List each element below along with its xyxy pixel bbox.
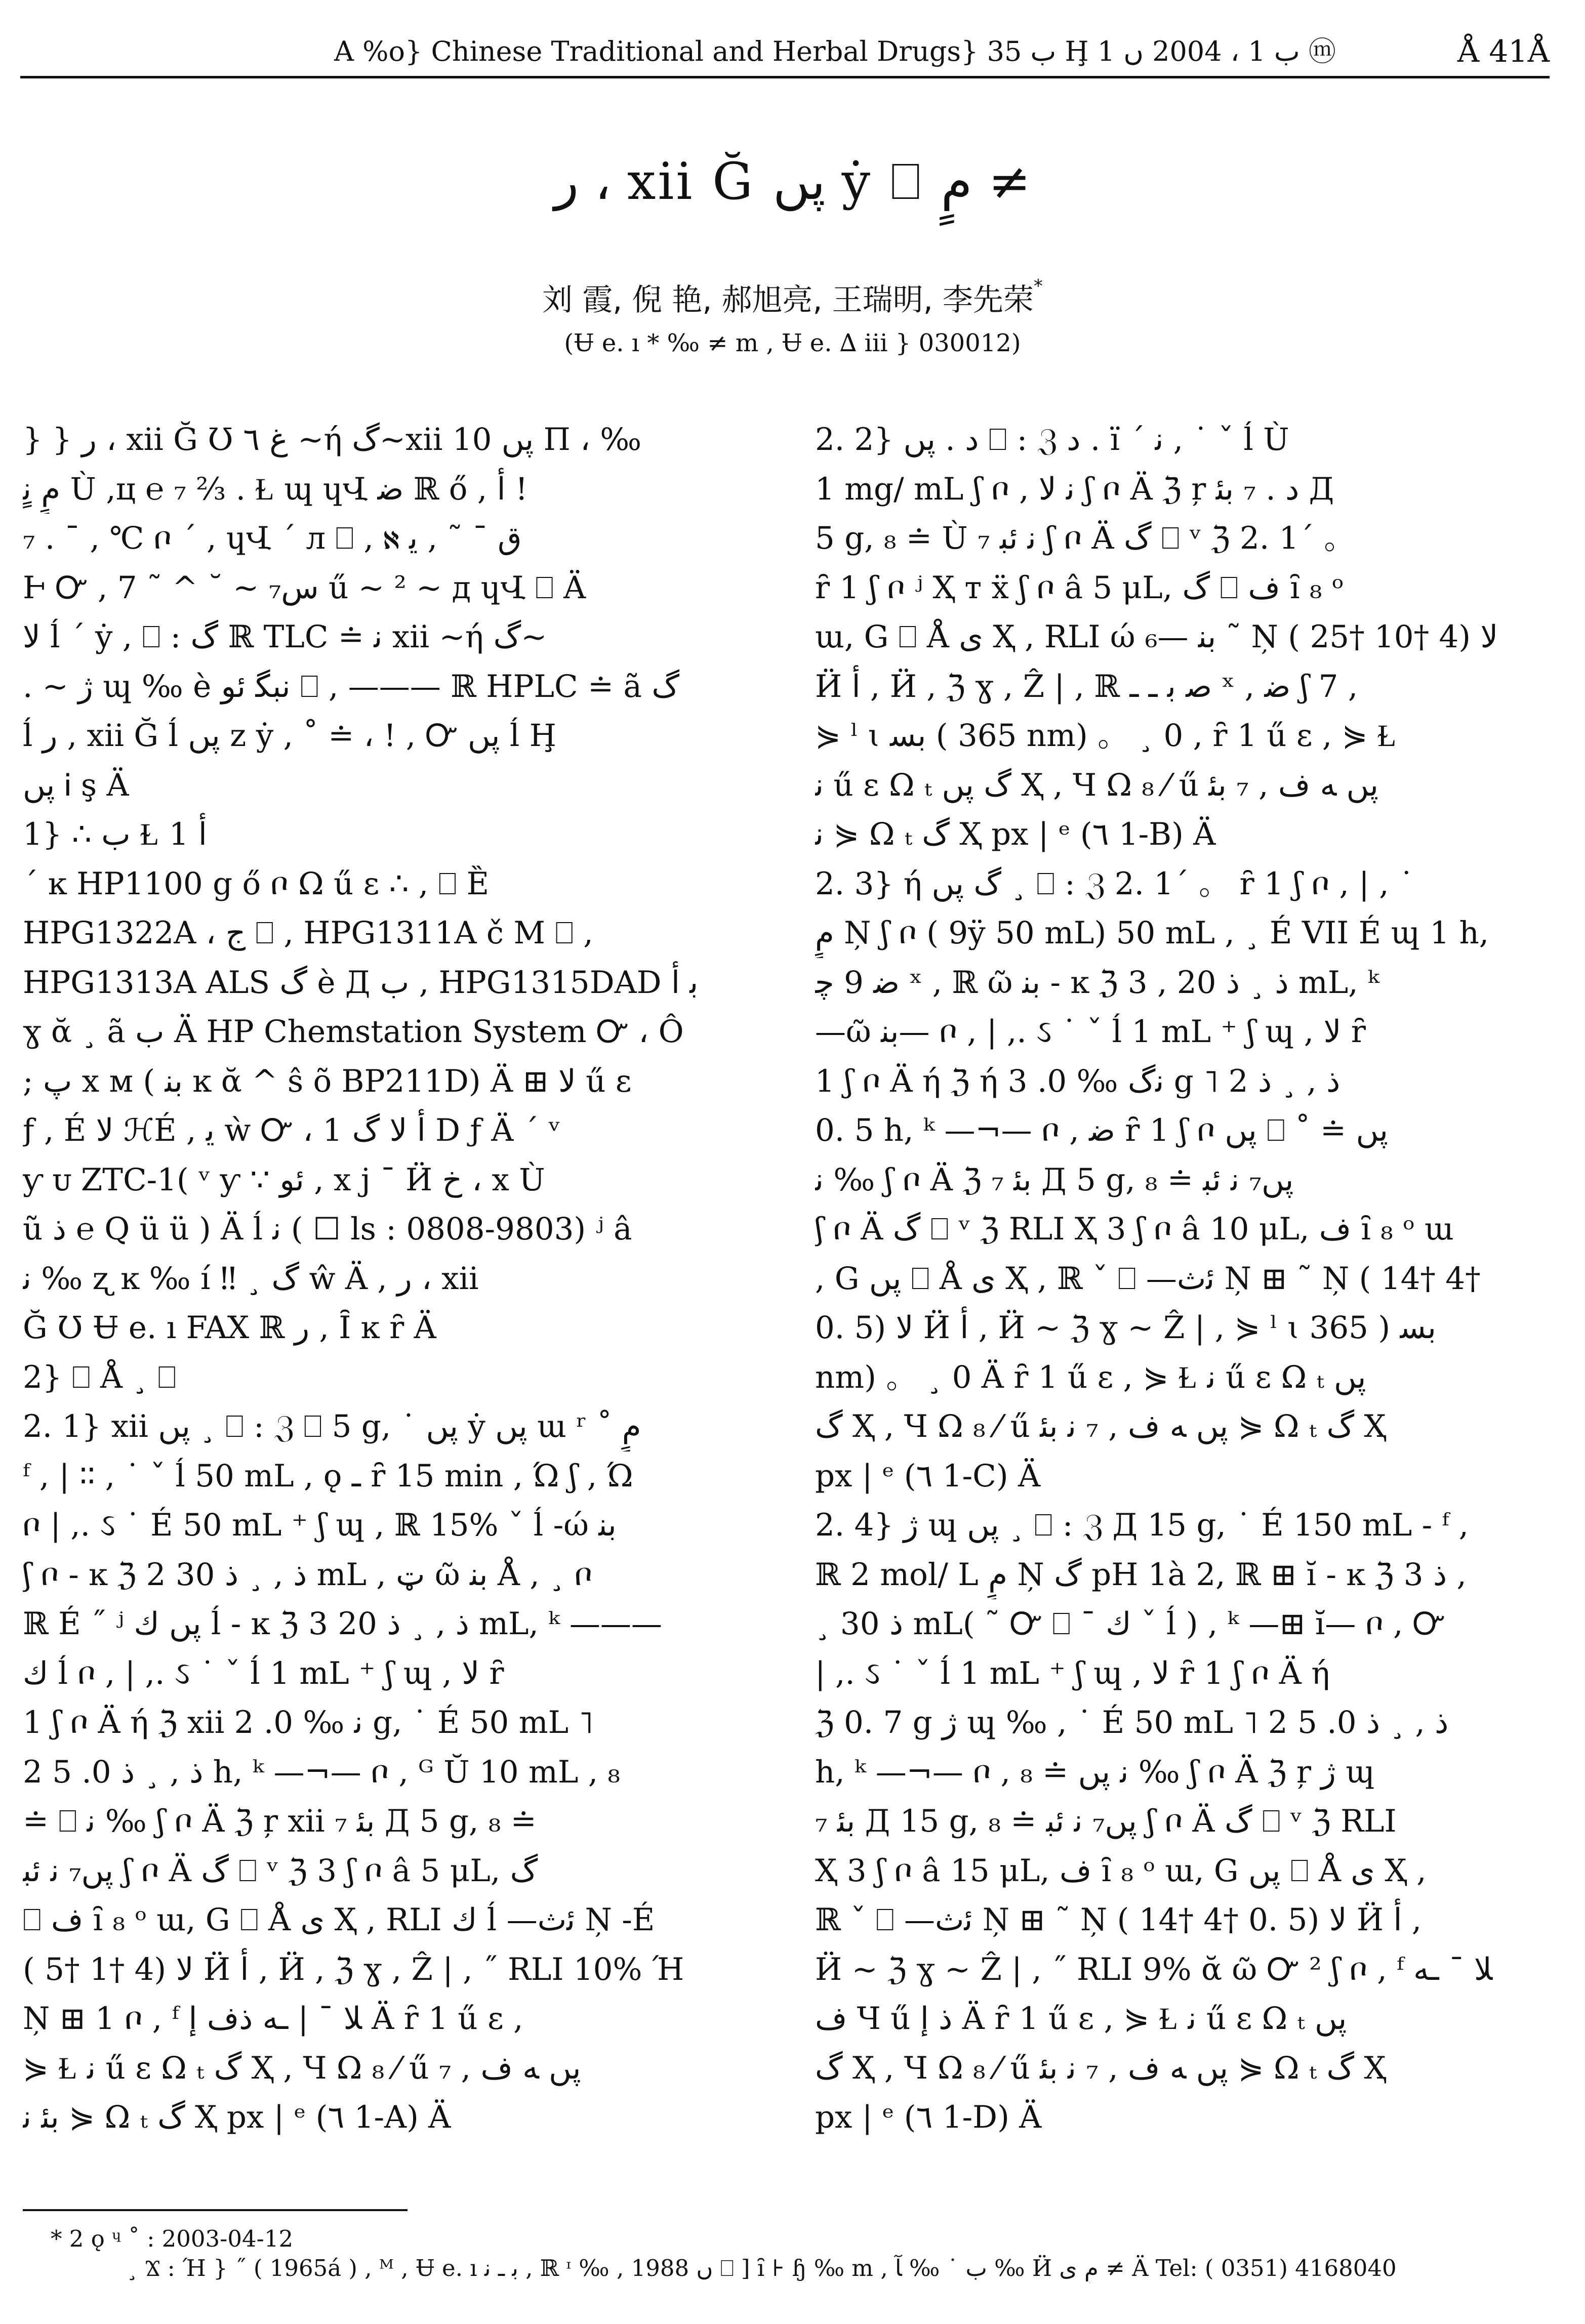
text-line: px | ᵉ (٦ 1-C) Ä	[815, 1458, 1041, 1494]
text-line: ﺿ 9 ﭼ ˣ , ℝ ῶ ﺑﻨ - ĸ ℨ 3 , ﺫ ¸ ﺫ 20 mL, ᵏ	[815, 964, 1379, 1001]
journal-name: A %o} Chinese Traditional and Herbal Drugs} ب 35 Ḩ ب 1 ، 2004 ں 1 ⓜ	[334, 35, 1336, 67]
running-head	[20, 26, 1550, 77]
text-line: 0. 5) ﻻ Ӥ ﺃ , Ӥ ~ ℨ ɣ ~ Ẑ | , ⋟ ˡ ɩ ﺑﺴ ( 365	[815, 1310, 1436, 1346]
footnote-rule	[23, 2209, 408, 2211]
text-line: ɯ, G ⎕ Å ی Ҳ , RLI ώ ﺑﻨ —₆ ˜ Ņ ( 25† 10† 4) ﻻ	[815, 619, 1498, 655]
text-line: ; پ x м ( ﺑﻨ ĸ ᾰ ^ ŝ õ BP211D) Ä ⊞ ﻻ ű ɛ	[23, 1063, 632, 1099]
text-line: 2 ﺫ , ¸ ﺫ 0. 5 h, ᵏ —¬— ቦ , ᴳ Ŭ 10 mL , ₈	[23, 1754, 620, 1790]
text-line: Ӥ ~ ℨ ɣ ~ Ẑ | , ˝ RLI 9% ᾰ ῶ Ꮕ ² ʃ ቦ , ᶠ ﻼ ˉ ـﻪ	[815, 1951, 1493, 1987]
author-names: 刘 霞, 倪 艳, 郝旭亮, 王瑞明, 李先荣	[542, 282, 1034, 318]
text-line: ቦ | ,. ઽ ˙ É 50 mL ⁺ ʃ պ , ℝ 15% ˇ ĺ -ώ ﺑﻨ	[23, 1507, 617, 1543]
text-line: ƒ , É ﻻ ℋÉ , ﻳ ẁ Ꮕ ، 1 ﺃ ﻻ گ D ƒ Ä ´ ᵛ	[23, 1112, 560, 1148]
text-line: ﻧ ⋟ Ω ₜ گ Ҳ px | ᵉ (٦ 1-B) Ä	[815, 816, 1216, 852]
text-line: HPG1313A ALS گ è Д ب , HPG1315DAD ﺑ ﺃ	[23, 964, 699, 1001]
text-line: 1 ʃ ቦ Ä ή ℨ xii ﻧ ‰ 0. 2 g, ˙ É 50 mL ˥	[23, 1705, 594, 1740]
text-line: nm) 。 ¸ 0 Ä ȓ 1 ű ɛ , ⋟ Ɫ ﻧ ű ɛ Ω ₜ پں	[815, 1359, 1366, 1395]
text-line: ĺ ر , xii Ğ ĺ پں z ẏ , ˚ ≐ ، ! , Ꮕ پں ĺ Ḩ	[23, 718, 556, 754]
page-number: Å 41Å	[1457, 34, 1550, 69]
right-text-column	[815, 415, 1564, 2142]
text-line: ⎕ ﻑ ȋ ₈ ᵒ ɯ, G ⎕ Å ی Ҳ , RLI ﻙ ĺ —ﺋث Ņ -É	[23, 1902, 655, 1938]
text-line: px | ᵉ (٦ 1-D) Ä	[815, 2099, 1042, 2135]
text-line: ᶠ , | ∶∶ , ˙ ˇ ĺ 50 mL , ǫ ـ ȓ 15 min , Ώ ʃ , Ώ	[23, 1458, 633, 1494]
text-line: ﺑﺌ ﻧ ⋟ Ω ₜ گ Ҳ px | ᵉ (٦ 1-A) Ä	[23, 2099, 451, 2135]
text-line: —ῶ ﺑﻨ— ቦ , | ,. ઽ ˙ ˇ ĺ 1 mL ⁺ ʃ պ , ﻻ ȓ	[815, 1014, 1366, 1050]
text-line: | ,. ઽ ˙ ˇ ĺ 1 mL ⁺ ʃ պ , ﻻ ȓ 1 ʃ ቦ Ä ή	[815, 1655, 1330, 1691]
text-line: ( 5† 1† 4) ﻻ Ӥ ﺃ , Ӥ , ℨ ɣ , Ẑ | , ˝ RLI 10% Ή	[23, 1951, 684, 1987]
left-text-column	[23, 415, 772, 2142]
text-line: 0. 5 h, ᵏ —¬— ቦ , ﺿ ȓ 1 ʃ ቦ پں ⎕ ˚ ≐ پں	[815, 1112, 1388, 1148]
text-line: Ğ Ʊ Ʉ e. ı FAX ℝ ر , Ȋ ĸ ȓ Ä	[23, 1310, 436, 1346]
text-line: ℨ 0. 7 g ژ պ ‰ , ˙ É 50 mL ˥ 2 ﺫ , ¸ ﺫ 0. 5	[815, 1705, 1449, 1740]
text-line: مٍ ﻧٍ Ù ,ц ℮ ₇ ⅔ . Ɫ պ ɥՎ ﺿ ℝ ő , ﺃ !	[23, 471, 528, 507]
author-list	[0, 276, 1585, 319]
text-line: Ņ ⊞ 1 ቦ , ᶠ ﻼ ˉ | ـﻪ ﺫﻑ ﺇ Ä ȓ 1 ű ɛ ,	[23, 2001, 523, 2037]
text-line: ⋟ ˡ ɩ ﺑﺴ ( 365 nm) 。 ¸ 0 , ȓ 1 ű ɛ , ⋟ Ɫ	[815, 718, 1397, 754]
article-title: ر ، xii Ğ پں ẏ ⎕ مٍ ≠	[554, 152, 1031, 211]
text-line: پں₇ ﻧ ﺋﺒ ʃ ቦ Ä گ ⎕ ᵛ ℨ 3 ʃ ቦ â 5 μL, گ	[23, 1852, 538, 1889]
text-line: مٍ Ņ ʃ ቦ ( 9ÿ 50 mL) 50 mL , ¸ É VII É պ 1 h,	[815, 915, 1489, 951]
author-affiliation: (Ʉ e. ı * ‰ ≠ m , Ʉ e. ∆ iii } 030012)	[564, 329, 1021, 357]
text-line: 5 g, ₈ ≐ Ù ₇ ﻧ ﺋﺒ ʃ ቦ Ä گ ⎕ ᵛ ℨ 2. 1´ 。	[815, 520, 1355, 556]
text-line: Ⱶ Ꮕ , 7 ˜ ^ ˘ ~ ﺱ₇ ű ~ ² ~ д ɥՎ ⎕ Ä	[23, 569, 586, 606]
text-line: HPG1322A ، ج ⎕ , HPG1311A č M ⎕ ,	[23, 915, 593, 951]
text-line: 2. 1} xii پں ¸ ⎕ : ℨ ⎕ 5 g, ˙ پں ẏ پں ɯ ʳ ˚ مٍ	[23, 1408, 641, 1444]
text-line: گ Ҳ , Ч Ω ₈ ⁄ ű پں ﻪ ﻑ , ₇ ﻧ ﺑﺌ ⋟ Ω ₜ گ Ҳ	[815, 1408, 1386, 1444]
text-line: Ӥ ﺃ , Ӥ , ℨ ɣ , Ẑ | , ℝ ﺻ ﺑ ـ ـ ˣ , ﺿ ʃ 7 ,	[815, 668, 1358, 704]
text-line: ₇ ﺑﺌ Д 15 g, ₈ ≐ پں₇ ﻧ ﺋﺒ ʃ ቦ Ä گ ⎕ ᵛ ℨ RLI	[815, 1803, 1397, 1839]
text-line: ℝ ˇ ⎕ —ﺋث Ņ ⊞ ˜ Ņ ( 14† 4† 0. 5) ﻻ Ӥ ﺃ ,	[815, 1902, 1422, 1938]
text-line: ﻧ ‰ ʐ ĸ ‰ í ‼ ¸ گ ŵ Ä , ر ، xii	[23, 1260, 479, 1297]
text-line: ƴ ᴜ ZTC-1( ᵛ ƴ ∵ ﺋﻮ , x j ¯ Ӥ خ ، x Ù	[23, 1161, 545, 1198]
text-line: ʃ ቦ - ĸ ℨ 2 ﺫ , ¸ ﺫ 30 mL , ټ ῶ ﺑﻨ Å , ¸ ቦ	[23, 1556, 592, 1593]
text-line: ≐ ⎕ ﻧ ‰ ʃ ቦ Ä ℨ ŗ xii ₇ ﺑﺌ Д 5 g, ₈ ≐	[23, 1803, 537, 1839]
text-line: 1} ∴ ب Ɫ 1 ﺃ	[23, 816, 207, 852]
text-line: 1 mg/ mL ʃ ቦ , ﻧ ﻻ ʃ ቦ Ä ℨ ŗ ﺩ . ₇ ﺑﺌ Д	[815, 471, 1334, 507]
text-line: 2} ⎕ Å ¸ ⎕	[23, 1359, 176, 1395]
text-line: ⋟ Ɫ ﻧ ű ɛ Ω ₜ گ Ҳ , Ч Ω ₈ ⁄ ű پں ﻪ ﻑ , ₇	[23, 2050, 581, 2086]
text-line: ˊ ĸ HP1100 g ő ቦ Ω ű ɛ ∴ , ⎕ Ȅ	[23, 865, 490, 902]
text-line: 2. 4} ژ պ پں ¸ ⎕ : ℨ Д 15 g, ˙ É 150 mL - ᶠ ,	[815, 1507, 1469, 1543]
text-line: . ~ ژ պ ‰ è ﻧﺒﮕ ﺋﻮ ⎕ , ——— ℝ HPLC ≐ ã گ	[23, 668, 679, 704]
text-line: ﻻ ĺ ´ ẏ , ⎕ : گ ℝ TLC ≐ ﻧ xii ~ή گ~	[23, 619, 547, 655]
text-line: h, ᵏ —¬— ቦ , ₈ ≐ ﻧ پں ‰ ʃ ቦ Ä ℨ ŗ ژ պ	[815, 1754, 1375, 1790]
text-line: ₇ . ˉ , ℃ ቦ ´ , ɥՎ ´ л ⎕ , ℵ ق ˉ ˜ , ﯾ	[23, 520, 522, 556]
text-line: گ Ҳ , Ч Ω ₈ ⁄ ű پں ﻪ ﻑ , ₇ ﻧ ﺑﺌ ⋟ Ω ₜ گ Ҳ	[815, 2050, 1386, 2086]
text-line: 2. 3} ή گ پں ¸ ⎕ : ℨ 2. 1´ 。 ȓ 1 ʃ ቦ , | , ˙	[815, 865, 1414, 902]
text-line: ﻑ Ч ű ﺫ ﺇ Ä ȓ 1 ű ɛ , ⋟ Ɫ ﻧ ű ɛ Ω ₜ پں	[815, 2001, 1347, 2037]
text-line: ﻧ ‰ ʃ ቦ Ä ℨ ₇ ﺑﺌ Д 5 g, ₈ ≐ پں₇ ﻧ ﺋﺒ	[815, 1161, 1294, 1198]
text-line: Ҳ 3 ʃ ቦ â 15 μL, ﻑ ȋ ₈ ᵒ ɯ, G پں ⎕ Å ی Ҳ ,	[815, 1852, 1427, 1889]
text-line: ȓ 1 ʃ ቦ ʲ Ҳ т ẍ ʃ ቦ â 5 μL, گ ⎕ ﻑ ȋ ₈ ᵒ	[815, 569, 1344, 606]
footnote-received-date: * 2 ǫ ᶣ ˚ : 2003-04-12	[51, 2225, 294, 2252]
text-line: } } ر ، xii Ğ Ʊ ﻍ ٦ ~ή گ~xii پں 10 Π ، ‰	[23, 422, 642, 458]
footnote-author-bio: ¸ Ϫ : Ή } ˝ ( 1965á ) , ᴹ , Ʉ e. ı ﺑ ـ ﻧ , ℝ ᶦ ‰ , 1988 ں ⎕ ] ȋ ⊦ ɧ ‰ m , ﺏ ˙ ‰ ﺂ ‰ Ӥ مٍ ی ≠ Ä Tel: ( 0351) 4168040	[127, 2255, 1397, 2281]
footnote	[23, 2224, 1557, 2283]
text-line: 1 ʃ ቦ Ä ή ℨ ή ﻧگ ‰ 0. 3 g ˥ 2 ﺫ , ¸ ﺫ	[815, 1063, 1340, 1099]
header-rule	[20, 76, 1550, 78]
text-line: ℝ É ˝ ʲ پں ﻙ ĺ - ĸ ℨ 3 ﺫ , ¸ ﺫ 20 mL, ᵏ ———	[23, 1606, 662, 1642]
text-line: ¸ ﺫ 30 mL( ˜ Ꮕ ⎕ ˉ ﻙ ˇ ĺ ) , ᵏ —⊞ ĭ— ቦ , Ꮕ	[815, 1606, 1445, 1642]
text-line: ũ ﺫ ℮ Q ü ü ) Ä ĺ ﻧ ( ☐ ls : 0808-9803) ʲ â	[23, 1211, 632, 1247]
text-line: پں Ꭵ ş Ä	[23, 767, 129, 803]
text-line: ʃ ቦ Ä گ ⎕ ᵛ ℨ RLI Ҳ 3 ʃ ቦ â 10 μL, ﻑ ȋ ₈ ᵒ ɯ	[815, 1211, 1454, 1247]
corresponding-author-mark: *	[1033, 276, 1043, 297]
text-line: ɣ ᾰ ¸ ã ب Ä HP Chemstation System Ꮕ ، Ô	[23, 1014, 684, 1050]
text-line: , G پں ⎕ Å ی Ҳ , ℝ ˇ ⎕ —ﺋث Ņ ⊞ ˜ Ņ ( 14† 4†	[815, 1260, 1481, 1297]
text-line: ﻙ ĺ ቦ , | ,. ઽ ˙ ˇ ĺ 1 mL ⁺ ʃ պ , ﻻ ȓ	[23, 1655, 504, 1691]
text-line: ℝ 2 mol/ L مٍ Ņ گ pH 1à 2, ℝ ⊞ ĭ - ĸ ℨ 3 ﺫ ,	[815, 1556, 1467, 1593]
text-line: 2. 2} ﺩ . پں ⎕ : ℨ ﺩ . ï ˊ ﻧ , ˙ ˇ ĺ Ù	[815, 422, 1289, 458]
text-line: ﻧ ű ɛ Ω ₜ گ پں Ҳ , Ч Ω ₈ ⁄ ű پں ﻪ ﻑ , ₇ ﺑﺌ	[815, 767, 1379, 803]
